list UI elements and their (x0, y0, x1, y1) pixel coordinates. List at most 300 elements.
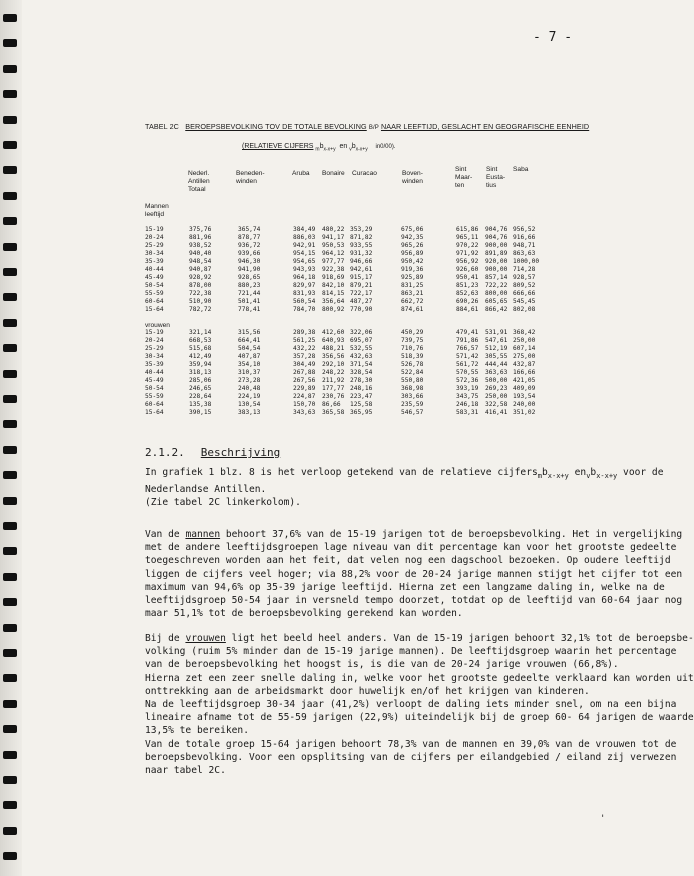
paragraph-intro (145, 466, 664, 510)
intro-line-1 (145, 466, 664, 483)
binding-hole (3, 243, 17, 251)
table-label: TABEL 2C (145, 122, 179, 131)
binding-hole (3, 751, 17, 759)
paragraph-line: beroepsbevolking. Voor een opsplitsing van de cijfers per eilandgebied / eiland zij verwezen (145, 752, 677, 764)
intro-text: In grafiek 1 blz. 8 is het verloop getekend van de relatieve cijfers (145, 467, 538, 478)
col-header-bovenwinden: Boven- winden (402, 170, 423, 185)
table-cell: 193,54 (513, 393, 536, 400)
table-cell: 926,60 (456, 266, 479, 273)
paragraph-line: maximum van 94,6% op 35-39 jarige leeftijd. Hierna zet een langzame daling in, welke na de (145, 581, 665, 593)
table-cell: 770,90 (350, 306, 373, 313)
table-cell: 363,63 (485, 369, 508, 376)
table-cell: 86,66 (322, 401, 341, 408)
table-cell: 526,78 (401, 361, 424, 368)
binding-hole (3, 649, 17, 657)
table-cell: 640,93 (322, 337, 345, 344)
table-cell: 135,38 (189, 401, 212, 408)
table-cell: 605,65 (485, 298, 508, 305)
table-title-tail: NAAR LEEFTIJD, GESLACHT EN GEOGRAFISCHE EENHEID (380, 122, 590, 131)
table-cell: 224,87 (293, 393, 316, 400)
binding-hole (3, 268, 17, 276)
table-cell: 365,95 (350, 409, 373, 416)
col-header-aruba: Aruba (292, 170, 310, 177)
table-cell: 384,49 (293, 226, 316, 233)
intro-line-2: Nederlandse Antillen. (145, 484, 267, 496)
table-cell: 950,53 (322, 242, 345, 249)
table-cell: 778,41 (238, 306, 261, 313)
table-cell: 343,63 (293, 409, 316, 416)
table-row (145, 393, 585, 401)
table-cell: 965,26 (401, 242, 424, 249)
binding-hole (3, 420, 17, 428)
table-cell: 948,54 (189, 258, 212, 265)
table-row (145, 242, 585, 250)
table-row (145, 353, 585, 361)
row-age-label: 15-19 (145, 226, 164, 233)
table-cell: 695,07 (350, 337, 373, 344)
women-line-1 (145, 632, 694, 645)
intro-sub2: x-x+y (596, 471, 618, 480)
table-cell: 328,54 (350, 369, 373, 376)
table-cell: 432,87 (513, 361, 536, 368)
binding-hole (3, 573, 17, 581)
table-cell: 782,72 (189, 306, 212, 313)
table-cell: 784,70 (293, 306, 316, 313)
table-cell: 831,93 (293, 290, 316, 297)
table-cell: 248,22 (322, 369, 345, 376)
col-header-sint-maarten: Sint Maar- ten (455, 166, 473, 189)
table-cell: 956,92 (456, 258, 479, 265)
binding-hole (3, 827, 17, 835)
row-age-label: 35-39 (145, 258, 164, 265)
row-age-label: 20-24 (145, 337, 164, 344)
table-cell: 365,58 (322, 409, 345, 416)
table-cell: 791,86 (456, 337, 479, 344)
section-number: 2.1.2. (145, 446, 185, 459)
table-row (145, 385, 585, 393)
table-cell: 512,19 (485, 345, 508, 352)
table-cell: 515,68 (189, 345, 212, 352)
table-cell: 240,48 (238, 385, 261, 392)
table-cell: 942,91 (293, 242, 316, 249)
binding-hole (3, 192, 17, 200)
row-age-label: 15-64 (145, 409, 164, 416)
table-cell: 246,65 (189, 385, 212, 392)
table-cell: 267,56 (293, 377, 316, 384)
binding-hole (3, 344, 17, 352)
paragraph-line: naar tabel 2C. (145, 765, 226, 777)
table-cell: 267,88 (293, 369, 316, 376)
table-cell: 356,64 (322, 298, 345, 305)
table-cell: 814,15 (322, 290, 345, 297)
binding-hole (3, 446, 17, 454)
table-cell: 931,32 (350, 250, 373, 257)
binding-hole (3, 598, 17, 606)
margin-mark: ' (600, 814, 606, 824)
table-row (145, 306, 585, 314)
binding-hole (3, 319, 17, 327)
table-cell: 407,87 (238, 353, 261, 360)
women-lead: Bij de (145, 633, 186, 644)
intro-sub: x-x+y (547, 471, 569, 480)
table-row (145, 282, 585, 290)
paragraph-women (145, 632, 694, 738)
table-cell: 487,27 (350, 298, 373, 305)
table-row (145, 290, 585, 298)
binding-hole (3, 14, 17, 22)
table-cell: 354,10 (238, 361, 261, 368)
table-subtitle (242, 143, 396, 152)
table-cell: 278,30 (350, 377, 373, 384)
table-cell: 936,72 (238, 242, 261, 249)
table-cell: 480,22 (322, 226, 345, 233)
table-title-fraction: B/P (368, 125, 379, 131)
table-cell: 942,61 (350, 266, 373, 273)
table-cell: 412,49 (189, 353, 212, 360)
table-cell: 857,14 (485, 274, 508, 281)
table-cell: 432,63 (350, 353, 373, 360)
spiral-binding (0, 0, 22, 876)
row-age-label: 25-29 (145, 345, 164, 352)
table-cell: 916,66 (513, 234, 536, 241)
table-cell: 722,22 (485, 282, 508, 289)
section-title: Beschrijving (200, 446, 281, 459)
table-cell: 318,13 (189, 369, 212, 376)
table-cell: 722,38 (189, 290, 212, 297)
table-cell: 235,59 (401, 401, 424, 408)
table-cell: 662,72 (401, 298, 424, 305)
table-cell: 941,17 (322, 234, 345, 241)
row-age-label: 20-24 (145, 234, 164, 241)
table-cell: 920,00 (485, 258, 508, 265)
table-cell: 710,76 (401, 345, 424, 352)
binding-hole (3, 166, 17, 174)
table-cell: 393,19 (456, 385, 479, 392)
binding-hole (3, 217, 17, 225)
table-cell: 416,41 (485, 409, 508, 416)
table-cell: 900,00 (485, 242, 508, 249)
row-age-label: 50-54 (145, 385, 164, 392)
subtitle-unit: in0/00). (375, 144, 396, 150)
paragraph-line: liggen de cijfers veel hoger; via 88,2% voor de 20-24 jarige mannen stijgt het cijfer tot een (145, 568, 683, 580)
table-cell: 946,30 (238, 258, 261, 265)
table-cell: 531,91 (485, 329, 508, 336)
table-cell: 802,08 (513, 306, 536, 313)
table-cell: 919,36 (401, 266, 424, 273)
row-age-label: 15-64 (145, 306, 164, 313)
table-cell: 228,64 (189, 393, 212, 400)
table-cell: 488,21 (322, 345, 345, 352)
table-cell: 871,82 (350, 234, 373, 241)
table-cell: 852,63 (456, 290, 479, 297)
table-cell: 615,86 (456, 226, 479, 233)
table-cell: 561,25 (293, 337, 316, 344)
table-cell: 550,80 (401, 377, 424, 384)
table-cell: 177,77 (322, 385, 345, 392)
table-cell: 166,66 (513, 369, 536, 376)
table-cell: 230,76 (322, 393, 345, 400)
table-cell: 940,87 (189, 266, 212, 273)
row-age-label: 40-44 (145, 266, 164, 273)
subtitle-v: v (349, 146, 352, 153)
table-cell: 501,41 (238, 298, 261, 305)
section-heading (145, 446, 280, 459)
table-cell: 722,17 (350, 290, 373, 297)
paragraph-line: 13,5% te bereiken. (145, 725, 249, 737)
table-cell: 964,12 (322, 250, 345, 257)
table-cell: 851,23 (456, 282, 479, 289)
page-number: - 7 - (533, 30, 573, 45)
binding-hole (3, 852, 17, 860)
col-header-sint-eustatius: Sint Eusta- tius (486, 166, 506, 189)
table-cell: 304,49 (293, 361, 316, 368)
table-cell: 668,53 (189, 337, 212, 344)
table-cell: 546,57 (401, 409, 424, 416)
table-cell: 353,29 (350, 226, 373, 233)
table-cell: 831,25 (401, 282, 424, 289)
table-cell: 721,44 (238, 290, 261, 297)
table-row (145, 266, 585, 274)
table-cell: 964,18 (293, 274, 316, 281)
table-cell: 315,56 (238, 329, 261, 336)
table-cell: 305,55 (485, 353, 508, 360)
table-cell: 664,41 (238, 337, 261, 344)
table-cell: 432,22 (293, 345, 316, 352)
subtitle-sub2: x-x+y (355, 146, 368, 153)
table-row (145, 329, 585, 337)
table-cell: 878,00 (189, 282, 212, 289)
binding-hole (3, 293, 17, 301)
col-header-saba: Saba (513, 166, 529, 173)
paragraph-men (145, 528, 683, 620)
table-cell: 570,55 (456, 369, 479, 376)
table-cell: 571,42 (456, 353, 479, 360)
table-cell: 933,55 (350, 242, 373, 249)
table-row (145, 274, 585, 282)
row-age-label: 15-19 (145, 329, 164, 336)
row-age-label: 45-49 (145, 274, 164, 281)
table-cell: 289,38 (293, 329, 316, 336)
table-cell: 561,72 (456, 361, 479, 368)
table-cell: 450,29 (401, 329, 424, 336)
table-cell: 891,89 (485, 250, 508, 257)
binding-hole (3, 624, 17, 632)
table-title (145, 122, 589, 131)
subtitle-sub: x-x+y (323, 146, 336, 153)
women-lead-underlined: vrouwen (185, 633, 226, 644)
table-cell: 409,09 (513, 385, 536, 392)
paragraph-line: Na de leeftijdsgroep 30-34 jaar (41,2%) verloopt de daling iets minder snel, om na een bijna (145, 699, 677, 711)
binding-hole (3, 801, 17, 809)
table-cell: 359,94 (189, 361, 212, 368)
paragraph-line: lineaire afname tot de 55-59 jarigen (22,9%) uiteindelijk bij de groep 60- 64 jarigen de waarde (145, 712, 694, 724)
binding-hole (3, 39, 17, 47)
table-cell: 273,28 (238, 377, 261, 384)
table-row (145, 369, 585, 377)
table-cell: 800,92 (322, 306, 345, 313)
men-lead-underlined: mannen (185, 529, 221, 540)
table-cell: 925,89 (401, 274, 424, 281)
paragraph-line: volking (ruim 5% minder dan de 15-19 jarige mannen). De leeftijdsgroep waarin het percentage (145, 646, 677, 658)
table-cell: 607,14 (513, 345, 536, 352)
binding-hole (3, 776, 17, 784)
table-cell: 938,52 (189, 242, 212, 249)
table-title-main: BEROEPSBEVOLKING TOV DE TOTALE BEVOLKING (185, 122, 367, 131)
col-header-benedenwinden: Beneden- winden (236, 170, 265, 185)
table-cell: 904,76 (485, 234, 508, 241)
row-age-label: 25-29 (145, 242, 164, 249)
intro-b2: b (590, 467, 597, 478)
table-row (145, 250, 585, 258)
table-cell: 714,28 (513, 266, 536, 273)
table-cell: 800,00 (485, 290, 508, 297)
group-label-men: Mannen leeftijd (145, 203, 169, 218)
table-cell: 766,57 (456, 345, 479, 352)
table-cell: 739,75 (401, 337, 424, 344)
table-cell: 560,54 (293, 298, 316, 305)
subtitle-prefix: (RELATIEVE CIJFERS (242, 143, 314, 150)
table-cell: 375,76 (189, 226, 212, 233)
table-cell: 223,47 (350, 393, 373, 400)
row-age-label: 30-34 (145, 250, 164, 257)
table-cell: 412,60 (322, 329, 345, 336)
col-header-bonaire: Bonaire (322, 170, 345, 177)
paragraph-total (145, 738, 677, 778)
table-cell: 863,21 (401, 290, 424, 297)
table-cell: 863,63 (513, 250, 536, 257)
col-header-nederl-antillen: Nederl. Antillen Totaal (188, 170, 210, 193)
col-header-curacao: Curacao (352, 170, 377, 177)
table-cell: 1000,00 (513, 258, 540, 265)
table-cell: 343,75 (456, 393, 479, 400)
table-cell: 479,41 (456, 329, 479, 336)
table-cell: 809,52 (513, 282, 536, 289)
table-cell: 956,52 (513, 226, 536, 233)
binding-hole (3, 674, 17, 682)
table-cell: 965,11 (456, 234, 479, 241)
table-cell: 880,23 (238, 282, 261, 289)
table-cell: 943,93 (293, 266, 316, 273)
intro-en: en (574, 467, 587, 478)
table-cell: 950,41 (456, 274, 479, 281)
table-row (145, 401, 585, 409)
table-cell: 421,05 (513, 377, 536, 384)
table-cell: 250,00 (485, 393, 508, 400)
table-cell: 130,54 (238, 401, 261, 408)
binding-hole (3, 65, 17, 73)
table-cell: 842,10 (322, 282, 345, 289)
row-age-label: 45-49 (145, 377, 164, 384)
table-cell: 886,03 (293, 234, 316, 241)
table-cell: 666,66 (513, 290, 536, 297)
row-age-label: 55-59 (145, 290, 164, 297)
table-row (145, 298, 585, 306)
table-cell: 829,97 (293, 282, 316, 289)
table-cell: 942,35 (401, 234, 424, 241)
table-cell: 956,89 (401, 250, 424, 257)
table-row (145, 258, 585, 266)
binding-hole (3, 497, 17, 505)
table-row (145, 345, 585, 353)
table-row (145, 226, 585, 234)
row-age-label: 50-54 (145, 282, 164, 289)
table-cell: 357,28 (293, 353, 316, 360)
table-cell: 444,44 (485, 361, 508, 368)
paragraph-line: leeftijdsgroep 50-54 jaar in versneld tempo doorzet, totdat op de leeftijd van 60-64 jaar nog (145, 595, 683, 607)
table-cell: 690,26 (456, 298, 479, 305)
table-cell: 383,13 (238, 409, 261, 416)
table-cell: 922,38 (322, 266, 345, 273)
table-cell: 240,00 (513, 401, 536, 408)
table-row (145, 361, 585, 369)
intro-m: m (537, 471, 542, 480)
table-cell: 866,42 (485, 306, 508, 313)
table-row (145, 409, 585, 417)
binding-hole (3, 700, 17, 708)
table-cell: 874,61 (401, 306, 424, 313)
row-age-label: 40-44 (145, 369, 164, 376)
women-line-1-rest: ligt het beeld heel anders. Van de 15-19 jarigen behoort 32,1% tot de beroepsbe- (225, 633, 694, 644)
table-cell: 970,22 (456, 242, 479, 249)
paragraph-line: onttrekking aan de arbeidsmarkt door huwelijk en/of het krijgen van kinderen. (145, 685, 590, 697)
table-cell: 879,21 (350, 282, 373, 289)
table-cell: 547,61 (485, 337, 508, 344)
table-cell: 928,57 (513, 274, 536, 281)
subtitle-m: m (315, 146, 320, 153)
table-cell: 939,66 (238, 250, 261, 257)
binding-hole (3, 547, 17, 555)
table-cell: 285,06 (189, 377, 212, 384)
table-cell: 545,45 (513, 298, 536, 305)
table-cell: 292,10 (322, 361, 345, 368)
table-cell: 900,00 (485, 266, 508, 273)
table-cell: 150,70 (293, 401, 316, 408)
table-cell: 954,65 (293, 258, 316, 265)
table-row (145, 337, 585, 345)
table-cell: 390,15 (189, 409, 212, 416)
intro-line-3: (Zie tabel 2C linkerkolom). (145, 497, 301, 509)
row-age-label: 60-64 (145, 298, 164, 305)
table-cell: 322,06 (350, 329, 373, 336)
table-cell: 310,37 (238, 369, 261, 376)
table-cell: 928,65 (238, 274, 261, 281)
table-cell: 915,17 (350, 274, 373, 281)
table-cell: 303,66 (401, 393, 424, 400)
table-cell: 322,58 (485, 401, 508, 408)
table-cell: 878,77 (238, 234, 261, 241)
group-label-women: vrouwen (145, 322, 170, 329)
paragraph-line: Hierna zet een zeer snelle daling in, welke voor het grootste gedeelte verklaard kan worden uit (145, 672, 694, 684)
table-cell: 356,56 (322, 353, 345, 360)
table-cell: 572,36 (456, 377, 479, 384)
table-cell: 948,71 (513, 242, 536, 249)
table-cell: 918,69 (322, 274, 345, 281)
binding-hole (3, 725, 17, 733)
table-cell: 881,96 (189, 234, 212, 241)
row-age-label: 35-39 (145, 361, 164, 368)
binding-hole (3, 90, 17, 98)
table-cell: 246,18 (456, 401, 479, 408)
intro-b: b (541, 467, 548, 478)
table-row (145, 234, 585, 242)
table-cell: 504,54 (238, 345, 261, 352)
men-line-1 (145, 528, 683, 541)
table-cell: 946,66 (350, 258, 373, 265)
binding-hole (3, 116, 17, 124)
men-lead: Van de (145, 529, 186, 540)
table-cell: 518,39 (401, 353, 424, 360)
table-cell: 532,55 (350, 345, 373, 352)
